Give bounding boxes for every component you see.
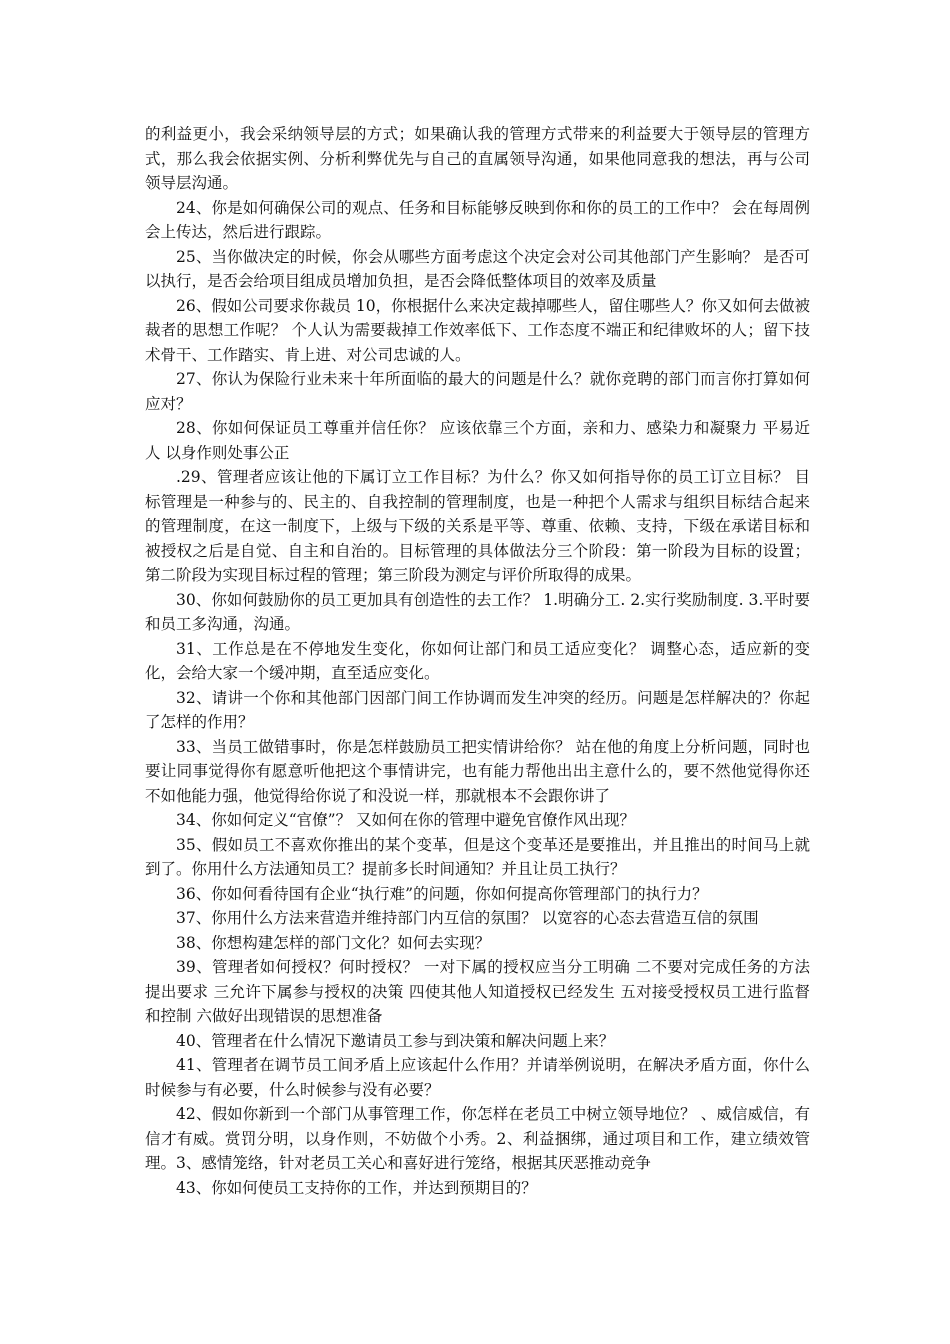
paragraph-q31: 31、工作总是在不停地发生变化，你如何让部门和员工适应变化？ 调整心态，适应新的变化，会给大家一个缓冲期，直至适应变化。 [145,639,810,682]
paragraph-q37: 37、你用什么方法来营造并维持部门内互信的氛围？ 以宽容的心态去营造互信的氛围 [176,909,759,927]
paragraph-q32: 32、请讲一个你和其他部门因部门间工作协调而发生冲突的经历。问题是怎样解决的？你起了怎样的作用？ [145,688,810,731]
paragraph-q43: 43、你如何使员工支持你的工作，并达到预期目的？ [176,1178,537,1197]
paragraph-q30: 30、你如何鼓励你的员工更加具有创造性的去工作？ 1.明确分工. 2.实行奖励制度. 3.平时要和员工多沟通，沟通。 [145,590,810,633]
paragraph-q38: 38、你想构建怎样的部门文化？如何去实现？ [176,933,491,952]
paragraph-q27: 27、你认为保险行业未来十年所面临的最大的问题是什么？就你竞聘的部门而言你打算如何应对？ [145,370,810,413]
paragraph-q28: 28、你如何保证员工尊重并信任你？ 应该依靠三个方面，亲和力、感染力和凝聚力 平易近人 以身作则处事公正 [145,419,810,462]
paragraph-q34: 34、你如何定义“官僚”？ 又如何在你的管理中避免官僚作风出现？ [176,811,636,829]
paragraph-q41: 41、管理者在调节员工间矛盾上应该起什么作用？并请举例说明，在解决矛盾方面，你什么时候参与有必要，什么时候参与没有必要？ [145,1056,810,1099]
document-body [145,122,810,1200]
paragraph-q29: .29、管理者应该让他的下属订立工作目标？为什么？你又如何指导你的员工订立目标？ 目标管理是一种参与的、民主的、自我控制的管理制度，也是一种把个人需求与组织目标结合起来的管理制度，在这一制度下，上级与下级的关系是平等、尊重、依赖、支持，下级在承诺目标和被授权之后是自觉、自主和自治的。目标管理的具体做法分三个阶段：第一阶段为目标的设置；第二阶段为实现目标过程的管理；第三阶段为测定与评价所取得的成果。 [145,468,810,584]
paragraph-q25: 25、当你做决定的时候，你会从哪些方面考虑这个决定会对公司其他部门产生影响？ 是否可以执行，是否会给项目组成员增加负担，是否会降低整体项目的效率及质量 [145,247,810,290]
paragraph-q33: 33、当员工做错事时，你是怎样鼓励员工把实情讲给你？ 站在他的角度上分析问题，同时也要让同事觉得你有愿意听他把这个事情讲完，也有能力帮他出出主意什么的，要不然他觉得你还不如他能力强，他觉得给你说了和没说一样，那就根本不会跟你讲了 [145,737,810,805]
paragraph-continuation: 的利益更小，我会采纳领导层的方式；如果确认我的管理方式带来的利益要大于领导层的管理方式，那么我会依据实例、分析利弊优先与自己的直属领导沟通，如果他同意我的想法，再与公司领导层沟通。 [145,125,810,192]
paragraph-q24: 24、你是如何确保公司的观点、任务和目标能够反映到你和你的员工的工作中？ 会在每周例会上传达，然后进行跟踪。 [145,198,810,241]
paragraph-q26: 26、假如公司要求你裁员 10，你根据什么来决定裁掉哪些人，留住哪些人？你又如何去做被裁者的思想工作呢？ 个人认为需要裁掉工作效率低下、工作态度不端正和纪律败坏的人；留下技术骨干、工作踏实、肯上进、对公司忠诚的人。 [145,296,810,364]
paragraph-q42: 42、假如你新到一个部门从事管理工作，你怎样在老员工中树立领导地位？ 、威信威信，有信才有威。赏罚分明，以身作则，不妨做个小秀。2、利益捆绑，通过项目和工作，建立绩效管理。3、感情笼络，针对老员工关心和喜好进行笼络，根据其厌恶推动竞争 [145,1105,810,1172]
paragraph-q35: 35、假如员工不喜欢你推出的某个变革，但是这个变革还是要推出，并且推出的时间马上就到了。你用什么方法通知员工？提前多长时间通知？并且让员工执行？ [145,835,810,878]
paragraph-q40: 40、管理者在什么情况下邀请员工参与到决策和解决问题上来？ [176,1031,615,1050]
paragraph-q36: 36、你如何看待国有企业“执行难”的问题，你如何提高你管理部门的执行力？ [176,884,708,903]
paragraph-q39: 39、管理者如何授权？何时授权？ 一对下属的授权应当分工明确 二不要对完成任务的方法提出要求 三允许下属参与授权的决策 四使其他人知道授权已经发生 五对接受授权员工进行监督和控制 六做好出现错误的思想准备 [145,958,810,1025]
